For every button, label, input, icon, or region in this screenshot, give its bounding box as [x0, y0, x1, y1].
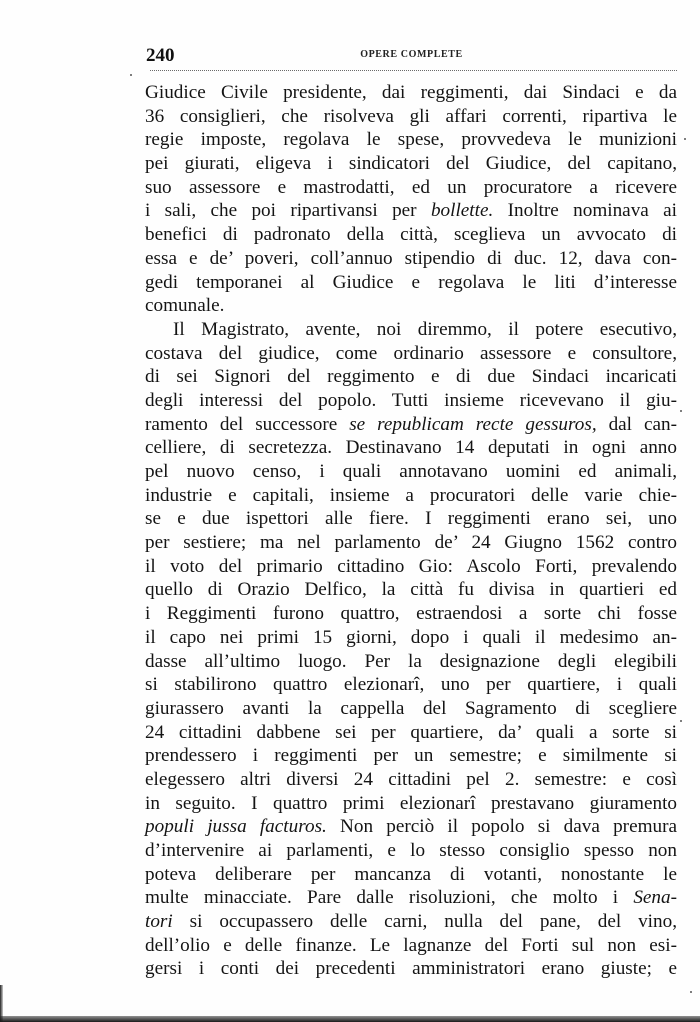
- text-segment: i Reggimenti furono quattro, estraendosi a sorte chi fosse: [145, 603, 677, 625]
- text-line: [145, 957, 677, 981]
- italic-text-segment: populi jussa facturos.: [145, 816, 327, 838]
- scan-speck: [690, 991, 692, 993]
- header-dotted-rule: [150, 70, 677, 71]
- text-segment: gedi temporanei al Giudice e regolava le liti d’interesse: [145, 271, 677, 293]
- text-segment: degli interessi del popolo. Tutti insieme ricevevano il giu-: [145, 389, 677, 411]
- text-line: [145, 839, 677, 863]
- italic-text-segment: se republicam recte gessuros,: [349, 413, 597, 435]
- scan-shadow-bottom: [0, 1016, 700, 1022]
- page-number: 240: [146, 45, 175, 66]
- text-segment: 24 cittadini dabbene sei per quartiere, da’ quali a sorte si: [145, 721, 677, 743]
- text-line: [145, 555, 677, 579]
- text-line: [145, 105, 677, 129]
- text-line: [145, 365, 677, 389]
- text-line: [145, 910, 677, 934]
- text-line: [145, 294, 677, 318]
- text-line: [145, 744, 677, 768]
- italic-text-segment: bollette.: [430, 200, 494, 222]
- text-segment: elegessero altri diversi 24 cittadini pel 2. semestre: e così: [145, 768, 677, 790]
- italic-text-segment: tori: [145, 911, 173, 933]
- running-head: [146, 40, 677, 68]
- text-line: [145, 318, 677, 342]
- text-line: [145, 768, 677, 792]
- running-title: OPERE COMPLETE: [360, 49, 463, 60]
- text-segment: quello di Orazio Delfico, la città fu divisa in quartieri ed: [145, 579, 677, 601]
- text-segment: comunale.: [145, 295, 225, 317]
- text-segment: Inoltre nominava ai: [493, 200, 677, 222]
- text-line: [145, 650, 677, 674]
- text-line: [145, 578, 677, 602]
- text-segment: il capo nei primi 15 giorni, dopo i quali il medesimo an-: [145, 626, 677, 648]
- text-line: [145, 934, 677, 958]
- text-line: [145, 721, 677, 745]
- text-segment: multe minacciate. Pare dalle risoluzioni, che molto i: [145, 887, 634, 909]
- text-segment: dasse all’ultimo luogo. Per la designazione degli elegibili: [145, 650, 677, 672]
- text-line: [145, 81, 677, 105]
- text-line: [145, 128, 677, 152]
- text-segment: gersi i conti dei precedenti amministratori erano giuste; e: [145, 958, 677, 980]
- text-segment: suo assessore e mastrodatti, ed un procuratore a ricevere: [145, 176, 677, 198]
- text-segment: dell’olio e delle finanze. Le lagnanze del Forti sul non esi-: [145, 934, 677, 956]
- text-segment: in seguito. I quattro primi elezionarî prestavano giuramento: [145, 792, 677, 814]
- text-line: [145, 792, 677, 816]
- text-line: [145, 152, 677, 176]
- text-segment: regie imposte, regolava le spese, provvedeva le munizioni: [145, 129, 677, 151]
- text-line: [145, 176, 677, 200]
- text-segment: i sali, che poi ripartivansi per: [145, 200, 431, 222]
- text-segment: ramento del successore: [145, 413, 350, 435]
- text-segment: d’intervenire ai parlamenti, e lo stesso consiglio spesso non: [145, 840, 677, 861]
- scan-speck: [684, 138, 686, 140]
- text-segment: prendessero i reggimenti per un semestre; e similmente si: [145, 745, 677, 767]
- text-line: [145, 342, 677, 366]
- text-segment: pel nuovo censo, i quali annotavano uomini ed animali,: [145, 461, 677, 482]
- text-segment: il voto del primario cittadino Gio: Ascolo Forti, prevalendo: [145, 555, 677, 577]
- text-segment: 36 consiglieri, che risolveva gli affari correnti, ripartiva le: [145, 105, 677, 127]
- text-line: [145, 863, 677, 887]
- text-line: [145, 673, 677, 697]
- text-segment: benefici di padronato della città, sceglieva un avvocato di: [145, 224, 677, 246]
- italic-text-segment: Sena-: [633, 887, 677, 909]
- text-segment: Giudice Civile presidente, dai reggimenti, dai Sindaci e da: [145, 82, 677, 103]
- text-line: [145, 247, 677, 271]
- text-line: [145, 271, 677, 295]
- text-line: [145, 626, 677, 650]
- text-line: [145, 602, 677, 626]
- text-line: [145, 484, 677, 508]
- scan-speck: [130, 74, 132, 76]
- text-segment: poteva deliberare per mancanza di votanti, nonostante le: [145, 863, 677, 885]
- body-text: [145, 81, 677, 981]
- text-segment: giurassero avanti la cappella del Sagramento di scegliere: [145, 697, 677, 719]
- text-segment: si occupassero delle carni, nulla del pane, del vino,: [172, 911, 677, 933]
- text-line: [145, 886, 677, 910]
- text-line: [145, 507, 677, 531]
- text-segment: celliere, di secretezza. Destinavano 14 deputati in ogni anno: [145, 437, 677, 459]
- text-line: [145, 223, 677, 247]
- text-segment: Il Magistrato, avente, noi diremmo, il potere esecutivo,: [173, 318, 677, 340]
- text-segment: si stabilirono quattro elezionarî, uno per quartiere, i quali: [145, 674, 677, 696]
- text-line: [145, 531, 677, 555]
- text-segment: pei giurati, eligeva i sindicatori del Giudice, del capitano,: [145, 153, 677, 175]
- text-segment: costava del giudice, come ordinario assessore e consultore,: [145, 342, 677, 364]
- text-line: [145, 460, 677, 484]
- text-line: [145, 199, 677, 223]
- text-line: [145, 389, 677, 413]
- text-segment: Non perciò il popolo si dava premura: [326, 816, 678, 838]
- text-line: [145, 436, 677, 460]
- text-segment: essa e de’ poveri, coll’annuo stipendio di duc. 12, dava con-: [145, 247, 677, 269]
- text-segment: industrie e capitali, insieme a procuratori delle varie chie-: [145, 484, 677, 506]
- scan-speck: [680, 410, 682, 412]
- scan-speck: [680, 720, 682, 722]
- text-line: [145, 815, 677, 839]
- text-segment: per sestiere; ma nel parlamento de’ 24 Giugno 1562 contro: [145, 532, 677, 554]
- text-line: [145, 413, 677, 437]
- text-segment: dal can-: [596, 413, 677, 435]
- text-line: [145, 697, 677, 721]
- text-segment: di sei Signori del reggimento e di due Sindaci incaricati: [145, 366, 677, 388]
- text-segment: se e due ispettori alle fiere. I reggimenti erano sei, uno: [145, 508, 677, 530]
